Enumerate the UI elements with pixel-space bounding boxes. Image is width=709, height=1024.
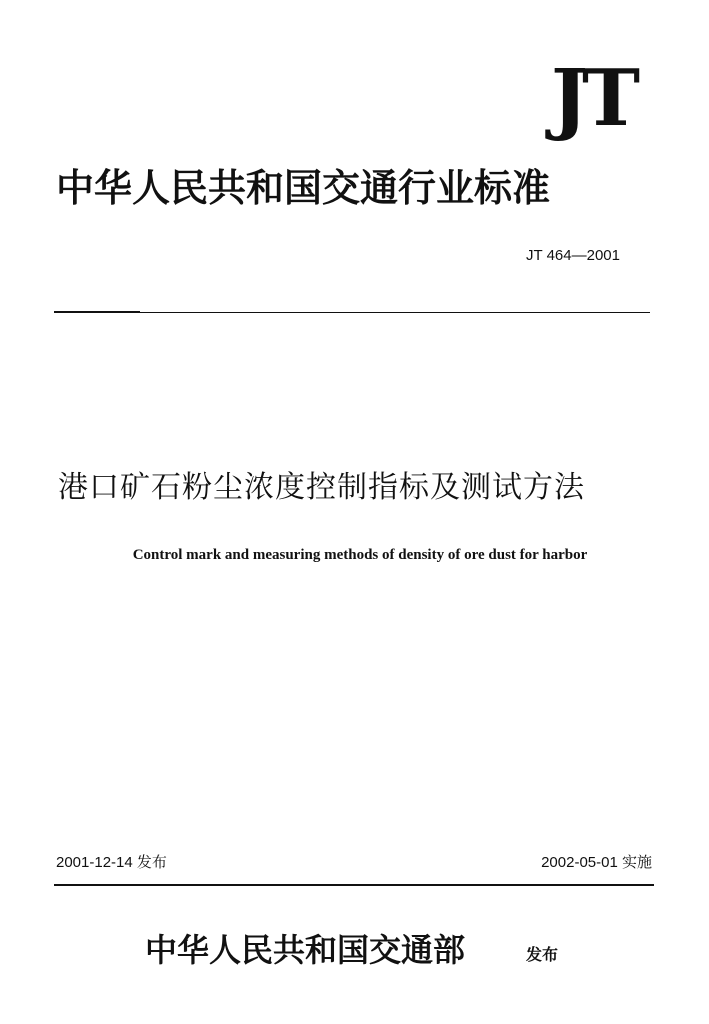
- publish-label: 发布: [526, 945, 559, 964]
- document-title-cn: 港口矿石粉尘浓度控制指标及测试方法: [58, 470, 585, 505]
- standard-number: JT 464—2001: [526, 247, 620, 264]
- publisher-name: 中华人民共和国交通部: [145, 931, 466, 969]
- jt-logo: JT: [551, 53, 634, 144]
- document-title-en: Control mark and measuring methods of density of ore dust for harbor: [132, 547, 588, 563]
- top-divider-accent: [54, 311, 140, 313]
- effective-date: 2002-05-01 实施: [541, 854, 652, 871]
- top-divider: [54, 312, 650, 313]
- bottom-divider: [54, 884, 654, 886]
- org-title: 中华人民共和国交通行业标准: [56, 165, 551, 210]
- issue-date: 2001-12-14 发布: [56, 854, 167, 871]
